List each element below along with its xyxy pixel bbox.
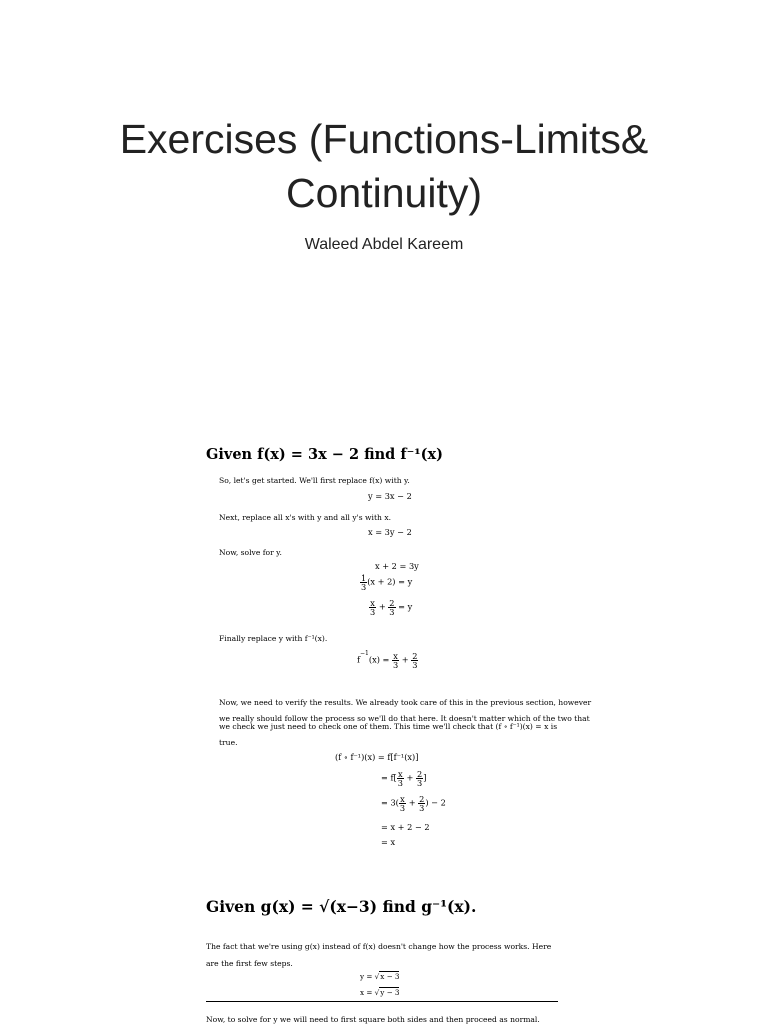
divider-line <box>206 1001 558 1002</box>
problem2-text-1: The fact that we're using g(x) instead of f(x) doesn't change how the process works. Here <box>206 942 552 951</box>
problem1-text-1: So, let's get started. We'll first replace f(x) with y. <box>219 476 410 485</box>
problem1-verify-1: (f ∘ f⁻¹)(x) = f[f⁻¹(x)] <box>335 752 419 762</box>
problem1-eq-6: $f^{-1}(x)$ = $\frac{x}{3}$ + $\frac{2}{3}$ <box>357 650 418 671</box>
problem1-text-3: Now, solve for y. <box>219 548 282 557</box>
title-line-1: Exercises (Functions-Limits& <box>119 116 649 162</box>
problem2-heading: Given g(x) = √(x−3) find g⁻¹(x). <box>206 897 477 916</box>
problem1-heading: Given f(x) = 3x − 2 find f⁻¹(x) <box>206 446 443 463</box>
problem2-eq-2: x = √y − 3 <box>360 988 400 997</box>
problem1-verify-3: = 3( $\frac{x}{3}$ + $\frac{2}{3}$ ) − 2 <box>381 794 446 814</box>
problem1-eq-2: x = 3y − 2 <box>368 527 412 537</box>
problem1-verify-2: = f[ $\frac{x}{3}$ + $\frac{2}{3}$ ] <box>381 769 427 789</box>
problem2-text-2: are the first few steps. <box>206 959 293 968</box>
problem2-text-3: Now, to solve for y we will need to first square both sides and then proceed as normal. <box>206 1015 540 1024</box>
problem1-eq-4: $\frac{1}{3}$ (x + 2) = y <box>361 573 413 593</box>
problem1-text-4: Finally replace y with f⁻¹(x). <box>219 634 328 643</box>
problem2-eq-1: y = √x − 3 <box>360 972 400 981</box>
problem1-text-2: Next, replace all x's with y and all y's with x. <box>219 513 392 522</box>
problem1-eq-3: x + 2 = 3y <box>375 561 419 571</box>
problem1-para-line-4: true. <box>219 738 238 747</box>
author-name: Waleed Abdel Kareem <box>304 236 464 253</box>
problem1-para-line-2: we really should follow the process so we'll do that here. It doesn't matter which of the two that <box>219 714 590 723</box>
problem1-verify-5: = x <box>381 837 396 847</box>
title-line-2: Continuity) <box>286 170 482 216</box>
problem1-para-line-1: Now, we need to verify the results. We already took care of this in the previous section, however <box>219 698 592 707</box>
slide-title <box>0 112 768 220</box>
problem1-eq-5: $\frac{x}{3}$ + $\frac{2}{3}$ = y <box>370 598 413 618</box>
problem1-para-line-3: we check we just need to check one of them. This time we'll check that (f ∘ f⁻¹)(x) = x is <box>219 722 558 731</box>
problem1-verify-4: = x + 2 − 2 <box>381 822 430 832</box>
problem1-eq-1: y = 3x − 2 <box>368 491 412 501</box>
